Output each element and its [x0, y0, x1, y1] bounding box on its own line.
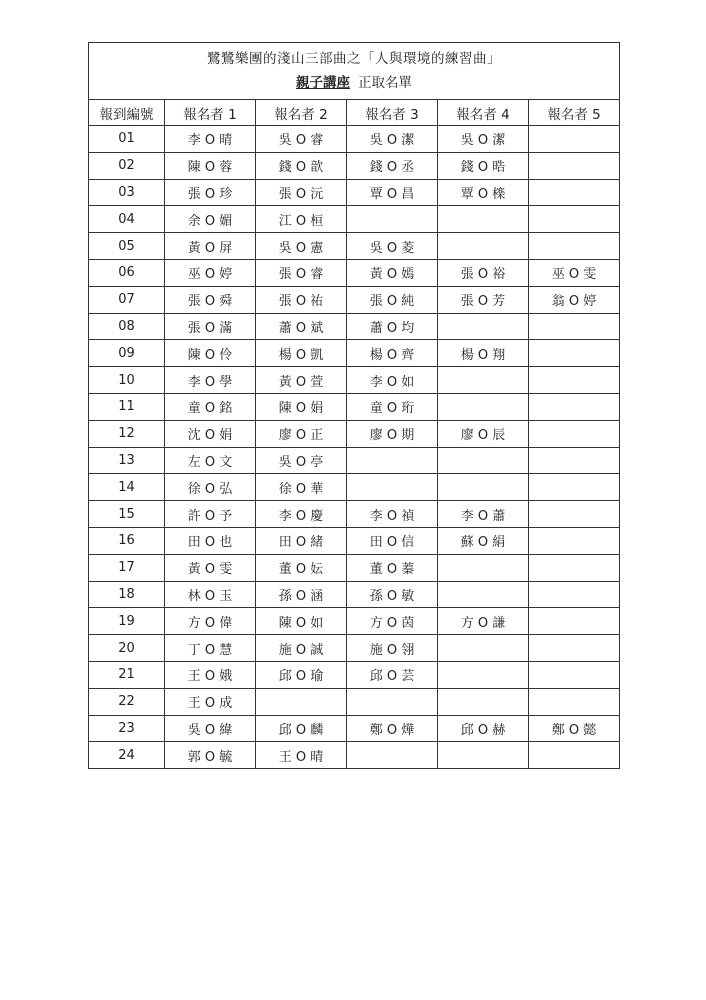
registrant-5-cell [529, 501, 620, 528]
table-row [89, 420, 620, 447]
table-row [89, 233, 620, 260]
registrant-4-cell [438, 206, 529, 233]
registrant-4-cell [438, 635, 529, 662]
checkin-number-cell: 12 [89, 420, 165, 447]
registrant-3-cell: 方 O 茵 [347, 608, 438, 635]
registrant-5-cell [529, 635, 620, 662]
registrant-4-cell [438, 742, 529, 769]
registrant-1-cell: 許 O 予 [165, 501, 256, 528]
table-row [89, 393, 620, 420]
table-row [89, 715, 620, 742]
registrant-5-cell [529, 447, 620, 474]
registrant-3-cell: 廖 O 期 [347, 420, 438, 447]
registrant-2-cell: 吳 O 睿 [256, 126, 347, 153]
registrant-3-cell [347, 474, 438, 501]
table-row [89, 340, 620, 367]
registrant-5-cell [529, 420, 620, 447]
registrant-4-cell [438, 447, 529, 474]
header-row [89, 100, 620, 126]
registrant-4-cell: 方 O 謙 [438, 608, 529, 635]
table-row [89, 367, 620, 394]
registrant-3-cell: 李 O 如 [347, 367, 438, 394]
table-row [89, 661, 620, 688]
registrant-1-cell: 黃 O 雯 [165, 554, 256, 581]
registrant-3-cell [347, 206, 438, 233]
registrant-5-cell [529, 554, 620, 581]
column-header-registrant-3: 報名者 3 [347, 100, 438, 126]
registrant-2-cell: 王 O 晴 [256, 742, 347, 769]
checkin-number-cell: 20 [89, 635, 165, 662]
registrant-3-cell: 孫 O 敏 [347, 581, 438, 608]
registrant-1-cell: 張 O 舜 [165, 286, 256, 313]
registrant-3-cell: 黃 O 嫣 [347, 259, 438, 286]
registrant-2-cell: 蕭 O 斌 [256, 313, 347, 340]
registrant-1-cell: 陳 O 蓉 [165, 152, 256, 179]
table-row [89, 554, 620, 581]
registrant-2-cell: 邱 O 麟 [256, 715, 347, 742]
checkin-number-cell: 04 [89, 206, 165, 233]
registrant-4-cell [438, 367, 529, 394]
registrant-3-cell: 張 O 純 [347, 286, 438, 313]
registrant-3-cell: 吳 O 潔 [347, 126, 438, 153]
table-row [89, 742, 620, 769]
table-row [89, 581, 620, 608]
registrant-4-cell [438, 233, 529, 260]
registrant-4-cell: 錢 O 晧 [438, 152, 529, 179]
registrant-4-cell: 李 O 蕭 [438, 501, 529, 528]
table-row [89, 286, 620, 313]
registrant-5-cell [529, 661, 620, 688]
registrant-5-cell [529, 688, 620, 715]
registrant-3-cell: 邱 O 芸 [347, 661, 438, 688]
registrant-2-cell: 江 O 桓 [256, 206, 347, 233]
checkin-number-cell: 18 [89, 581, 165, 608]
registrant-2-cell: 錢 O 歆 [256, 152, 347, 179]
registrant-1-cell: 童 O 銘 [165, 393, 256, 420]
registrant-2-cell: 李 O 慶 [256, 501, 347, 528]
checkin-number-cell: 03 [89, 179, 165, 206]
table-row [89, 313, 620, 340]
registrant-2-cell: 黃 O 萱 [256, 367, 347, 394]
registrant-4-cell [438, 554, 529, 581]
registrant-2-cell [256, 688, 347, 715]
registrant-5-cell [529, 393, 620, 420]
registrant-4-cell: 廖 O 辰 [438, 420, 529, 447]
registrant-3-cell: 田 O 信 [347, 527, 438, 554]
checkin-number-cell: 14 [89, 474, 165, 501]
registrant-5-cell [529, 527, 620, 554]
column-header-registrant-2: 報名者 2 [256, 100, 347, 126]
registrant-3-cell: 童 O 珩 [347, 393, 438, 420]
registrant-5-cell [529, 313, 620, 340]
registrant-3-cell: 鄭 O 燁 [347, 715, 438, 742]
registrant-3-cell [347, 447, 438, 474]
registrant-1-cell: 張 O 滿 [165, 313, 256, 340]
registrant-1-cell: 田 O 也 [165, 527, 256, 554]
subtitle-event: 親子講座 [296, 75, 351, 91]
registrant-5-cell: 翁 O 婷 [529, 286, 620, 313]
column-header-checkin-number: 報到編號 [89, 100, 165, 126]
registrant-5-cell [529, 608, 620, 635]
table-row [89, 179, 620, 206]
title-block [89, 43, 620, 100]
registrant-2-cell: 邱 O 瑜 [256, 661, 347, 688]
table-row [89, 447, 620, 474]
table-row [89, 527, 620, 554]
registrant-4-cell: 楊 O 翔 [438, 340, 529, 367]
registrant-4-cell [438, 474, 529, 501]
registrant-2-cell: 吳 O 憲 [256, 233, 347, 260]
checkin-number-cell: 10 [89, 367, 165, 394]
document-subtitle [89, 72, 619, 94]
registrant-3-cell: 楊 O 齊 [347, 340, 438, 367]
registrant-2-cell: 陳 O 娟 [256, 393, 347, 420]
registrant-1-cell: 方 O 偉 [165, 608, 256, 635]
registrant-5-cell [529, 367, 620, 394]
checkin-number-cell: 06 [89, 259, 165, 286]
registrant-1-cell: 吳 O 緯 [165, 715, 256, 742]
registrant-4-cell: 張 O 裕 [438, 259, 529, 286]
checkin-number-cell: 23 [89, 715, 165, 742]
registrant-2-cell: 陳 O 如 [256, 608, 347, 635]
registrant-2-cell: 徐 O 華 [256, 474, 347, 501]
registrant-1-cell: 李 O 晴 [165, 126, 256, 153]
registrant-5-cell [529, 474, 620, 501]
registrant-5-cell: 巫 O 雯 [529, 259, 620, 286]
checkin-number-cell: 24 [89, 742, 165, 769]
table-body [89, 126, 620, 769]
registrant-5-cell: 鄭 O 懿 [529, 715, 620, 742]
registrant-2-cell: 廖 O 正 [256, 420, 347, 447]
registrant-4-cell [438, 393, 529, 420]
checkin-number-cell: 01 [89, 126, 165, 153]
registrant-1-cell: 郭 O 毓 [165, 742, 256, 769]
column-header-registrant-1: 報名者 1 [165, 100, 256, 126]
document-title: 鷺鷺樂團的淺山三部曲之「人與環境的練習曲」 [207, 51, 502, 67]
checkin-number-cell: 16 [89, 527, 165, 554]
registrant-2-cell: 孫 O 涵 [256, 581, 347, 608]
table-row [89, 501, 620, 528]
registrant-5-cell [529, 179, 620, 206]
registrant-1-cell: 陳 O 伶 [165, 340, 256, 367]
checkin-number-cell: 09 [89, 340, 165, 367]
checkin-number-cell: 07 [89, 286, 165, 313]
registrant-4-cell [438, 313, 529, 340]
registrant-3-cell: 董 O 蓁 [347, 554, 438, 581]
table-row [89, 608, 620, 635]
registrant-2-cell: 田 O 緒 [256, 527, 347, 554]
registrant-4-cell [438, 661, 529, 688]
table-row [89, 474, 620, 501]
registrant-2-cell: 董 O 妘 [256, 554, 347, 581]
registrant-4-cell: 邱 O 赫 [438, 715, 529, 742]
registrant-3-cell [347, 688, 438, 715]
checkin-number-cell: 21 [89, 661, 165, 688]
registrant-3-cell: 李 O 禎 [347, 501, 438, 528]
registrant-4-cell: 蘇 O 絹 [438, 527, 529, 554]
registrant-4-cell: 吳 O 潔 [438, 126, 529, 153]
checkin-number-cell: 22 [89, 688, 165, 715]
registrant-1-cell: 左 O 文 [165, 447, 256, 474]
checkin-number-cell: 17 [89, 554, 165, 581]
registrant-2-cell: 楊 O 凱 [256, 340, 347, 367]
checkin-number-cell: 05 [89, 233, 165, 260]
registrant-1-cell: 巫 O 婷 [165, 259, 256, 286]
table-row [89, 688, 620, 715]
checkin-number-cell: 08 [89, 313, 165, 340]
checkin-number-cell: 15 [89, 501, 165, 528]
registrant-1-cell: 張 O 珍 [165, 179, 256, 206]
registrant-2-cell: 張 O 祐 [256, 286, 347, 313]
registrant-5-cell [529, 340, 620, 367]
registrant-4-cell [438, 581, 529, 608]
table-row [89, 152, 620, 179]
checkin-number-cell: 02 [89, 152, 165, 179]
registrant-5-cell [529, 233, 620, 260]
table-row [89, 259, 620, 286]
registrant-4-cell: 張 O 芳 [438, 286, 529, 313]
registrant-1-cell: 林 O 玉 [165, 581, 256, 608]
registrant-5-cell [529, 742, 620, 769]
registrant-3-cell: 吳 O 菱 [347, 233, 438, 260]
column-header-registrant-5: 報名者 5 [529, 100, 620, 126]
checkin-number-cell: 13 [89, 447, 165, 474]
checkin-number-cell: 19 [89, 608, 165, 635]
registrant-1-cell: 黃 O 屏 [165, 233, 256, 260]
registrant-5-cell [529, 152, 620, 179]
subtitle-list-type: 正取名單 [358, 75, 413, 91]
registrant-2-cell: 張 O 沅 [256, 179, 347, 206]
registrant-3-cell: 覃 O 昌 [347, 179, 438, 206]
registrant-1-cell: 李 O 學 [165, 367, 256, 394]
registrant-1-cell: 王 O 成 [165, 688, 256, 715]
column-header-registrant-4: 報名者 4 [438, 100, 529, 126]
registrant-3-cell: 施 O 翎 [347, 635, 438, 662]
registrant-1-cell: 王 O 娥 [165, 661, 256, 688]
checkin-number-cell: 11 [89, 393, 165, 420]
registrant-4-cell: 覃 O 檪 [438, 179, 529, 206]
registrant-3-cell [347, 742, 438, 769]
registrant-3-cell: 蕭 O 均 [347, 313, 438, 340]
registrant-1-cell: 丁 O 慧 [165, 635, 256, 662]
table-row [89, 206, 620, 233]
registrant-1-cell: 余 O 媚 [165, 206, 256, 233]
registrant-2-cell: 張 O 睿 [256, 259, 347, 286]
registrant-5-cell [529, 126, 620, 153]
registrant-2-cell: 施 O 誠 [256, 635, 347, 662]
registrant-1-cell: 沈 O 娟 [165, 420, 256, 447]
registrant-4-cell [438, 688, 529, 715]
registrant-3-cell: 錢 O 丞 [347, 152, 438, 179]
registration-table [88, 42, 620, 769]
registrant-2-cell: 吳 O 亭 [256, 447, 347, 474]
table-row [89, 635, 620, 662]
registrant-5-cell [529, 206, 620, 233]
registrant-5-cell [529, 581, 620, 608]
registrant-1-cell: 徐 O 弘 [165, 474, 256, 501]
table-row [89, 126, 620, 153]
